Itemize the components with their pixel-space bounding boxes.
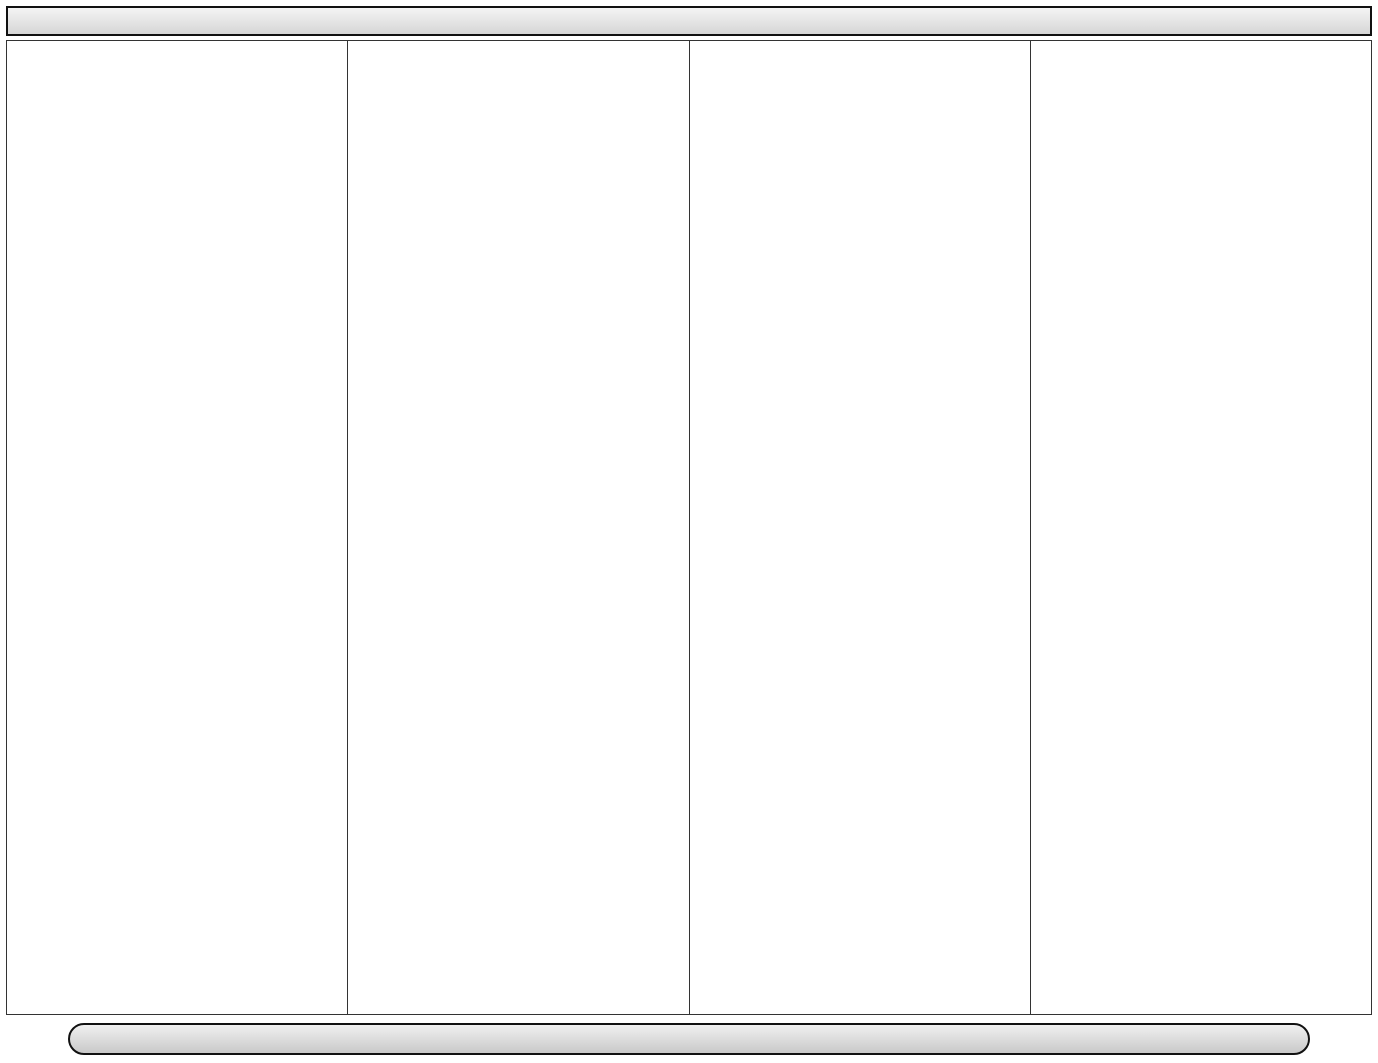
notice-entry	[696, 347, 1024, 368]
notice-entry	[696, 542, 1024, 563]
notice-entry	[354, 326, 682, 347]
notice-entry	[354, 498, 682, 519]
notice-entry	[354, 218, 682, 239]
notice-entry	[13, 261, 341, 282]
notice-entry	[696, 563, 1024, 584]
notice-entry	[1037, 326, 1365, 347]
notice-entry	[696, 412, 1024, 433]
notice-entry	[696, 153, 1024, 174]
notice-entry	[13, 239, 341, 260]
notice-entry	[1037, 175, 1365, 196]
notice-entry	[13, 326, 341, 347]
notice-entry	[13, 412, 341, 433]
notice-entry	[13, 283, 341, 304]
notice-entry	[696, 45, 1024, 66]
notice-entry	[696, 477, 1024, 498]
notice-entry	[354, 110, 682, 131]
notice-entry	[1037, 347, 1365, 368]
notice-entry	[1037, 520, 1365, 541]
notice-entry	[696, 391, 1024, 412]
notice-entry	[1037, 153, 1365, 174]
notice-entry	[354, 391, 682, 412]
notice-entry	[696, 175, 1024, 196]
notice-entry	[354, 369, 682, 390]
notice-entry	[1037, 434, 1365, 455]
section-header-banner	[6, 6, 1372, 36]
notice-entry	[1037, 477, 1365, 498]
notice-entry	[13, 434, 341, 455]
notice-entry	[13, 45, 341, 66]
notice-entry	[13, 347, 341, 368]
notice-entry	[354, 434, 682, 455]
notice-entry	[354, 606, 682, 627]
notice-entry	[1037, 455, 1365, 476]
notice-entry	[696, 131, 1024, 152]
notice-entry	[1037, 304, 1365, 325]
notice-entry	[13, 455, 341, 476]
notice-entry	[13, 131, 341, 152]
notice-entry	[696, 434, 1024, 455]
notice-entry	[1037, 369, 1365, 390]
notice-entry	[696, 67, 1024, 88]
notice-entry	[696, 520, 1024, 541]
notice-entry	[696, 606, 1024, 627]
notice-entry	[696, 88, 1024, 109]
notice-entry	[1037, 45, 1365, 66]
notices-column-4	[7, 41, 348, 1014]
notices-column-1	[1031, 41, 1371, 1014]
notice-entry	[354, 304, 682, 325]
notice-entry	[1037, 283, 1365, 304]
notices-column-3	[348, 41, 689, 1014]
notice-entry	[354, 477, 682, 498]
notice-entry	[1037, 218, 1365, 239]
notice-entry	[696, 261, 1024, 282]
notice-entry	[13, 110, 341, 131]
notice-entry	[696, 455, 1024, 476]
notice-entry	[354, 175, 682, 196]
notice-entry	[1037, 110, 1365, 131]
notices-column-2	[690, 41, 1031, 1014]
notice-entry	[354, 45, 682, 66]
footer-banner	[6, 1019, 1372, 1059]
notice-entry	[354, 542, 682, 563]
notice-entry	[1037, 412, 1365, 433]
notice-entry	[13, 369, 341, 390]
notice-entry	[13, 67, 341, 88]
notice-entry	[696, 283, 1024, 304]
notice-entry	[13, 498, 341, 519]
notice-entry	[13, 542, 341, 563]
notice-entry	[696, 110, 1024, 131]
notice-entry	[1037, 542, 1365, 563]
notice-entry	[696, 369, 1024, 390]
notice-entry	[354, 88, 682, 109]
notice-entry	[1037, 261, 1365, 282]
notice-entry	[354, 196, 682, 217]
notice-entry	[354, 67, 682, 88]
notice-entry	[13, 218, 341, 239]
notice-entry	[1037, 88, 1365, 109]
notice-entry	[696, 239, 1024, 260]
notice-entry	[1037, 498, 1365, 519]
notice-entry	[696, 498, 1024, 519]
notice-entry	[13, 477, 341, 498]
notice-entry	[1037, 196, 1365, 217]
notice-entry	[696, 218, 1024, 239]
notice-entry	[696, 304, 1024, 325]
notice-entry	[13, 304, 341, 325]
notice-entry	[13, 153, 341, 174]
notice-entry	[1037, 131, 1365, 152]
notice-entry	[696, 196, 1024, 217]
notice-entry	[1037, 239, 1365, 260]
notices-columns	[6, 40, 1372, 1015]
notice-entry	[696, 585, 1024, 606]
notice-entry	[1037, 67, 1365, 88]
notice-entry	[354, 563, 682, 584]
notice-entry	[354, 131, 682, 152]
notice-entry	[354, 412, 682, 433]
notice-entry	[13, 520, 341, 541]
notice-entry	[13, 88, 341, 109]
notice-entry	[696, 326, 1024, 347]
notice-entry	[1037, 391, 1365, 412]
notice-entry	[13, 391, 341, 412]
notice-entry	[354, 283, 682, 304]
notice-entry	[13, 175, 341, 196]
footer-contact-box	[68, 1023, 1310, 1055]
notice-entry	[354, 455, 682, 476]
notice-entry	[354, 347, 682, 368]
notice-entry	[354, 153, 682, 174]
notice-entry	[13, 196, 341, 217]
notice-entry	[354, 261, 682, 282]
notice-entry	[354, 520, 682, 541]
notice-entry	[354, 585, 682, 606]
notice-entry	[354, 239, 682, 260]
